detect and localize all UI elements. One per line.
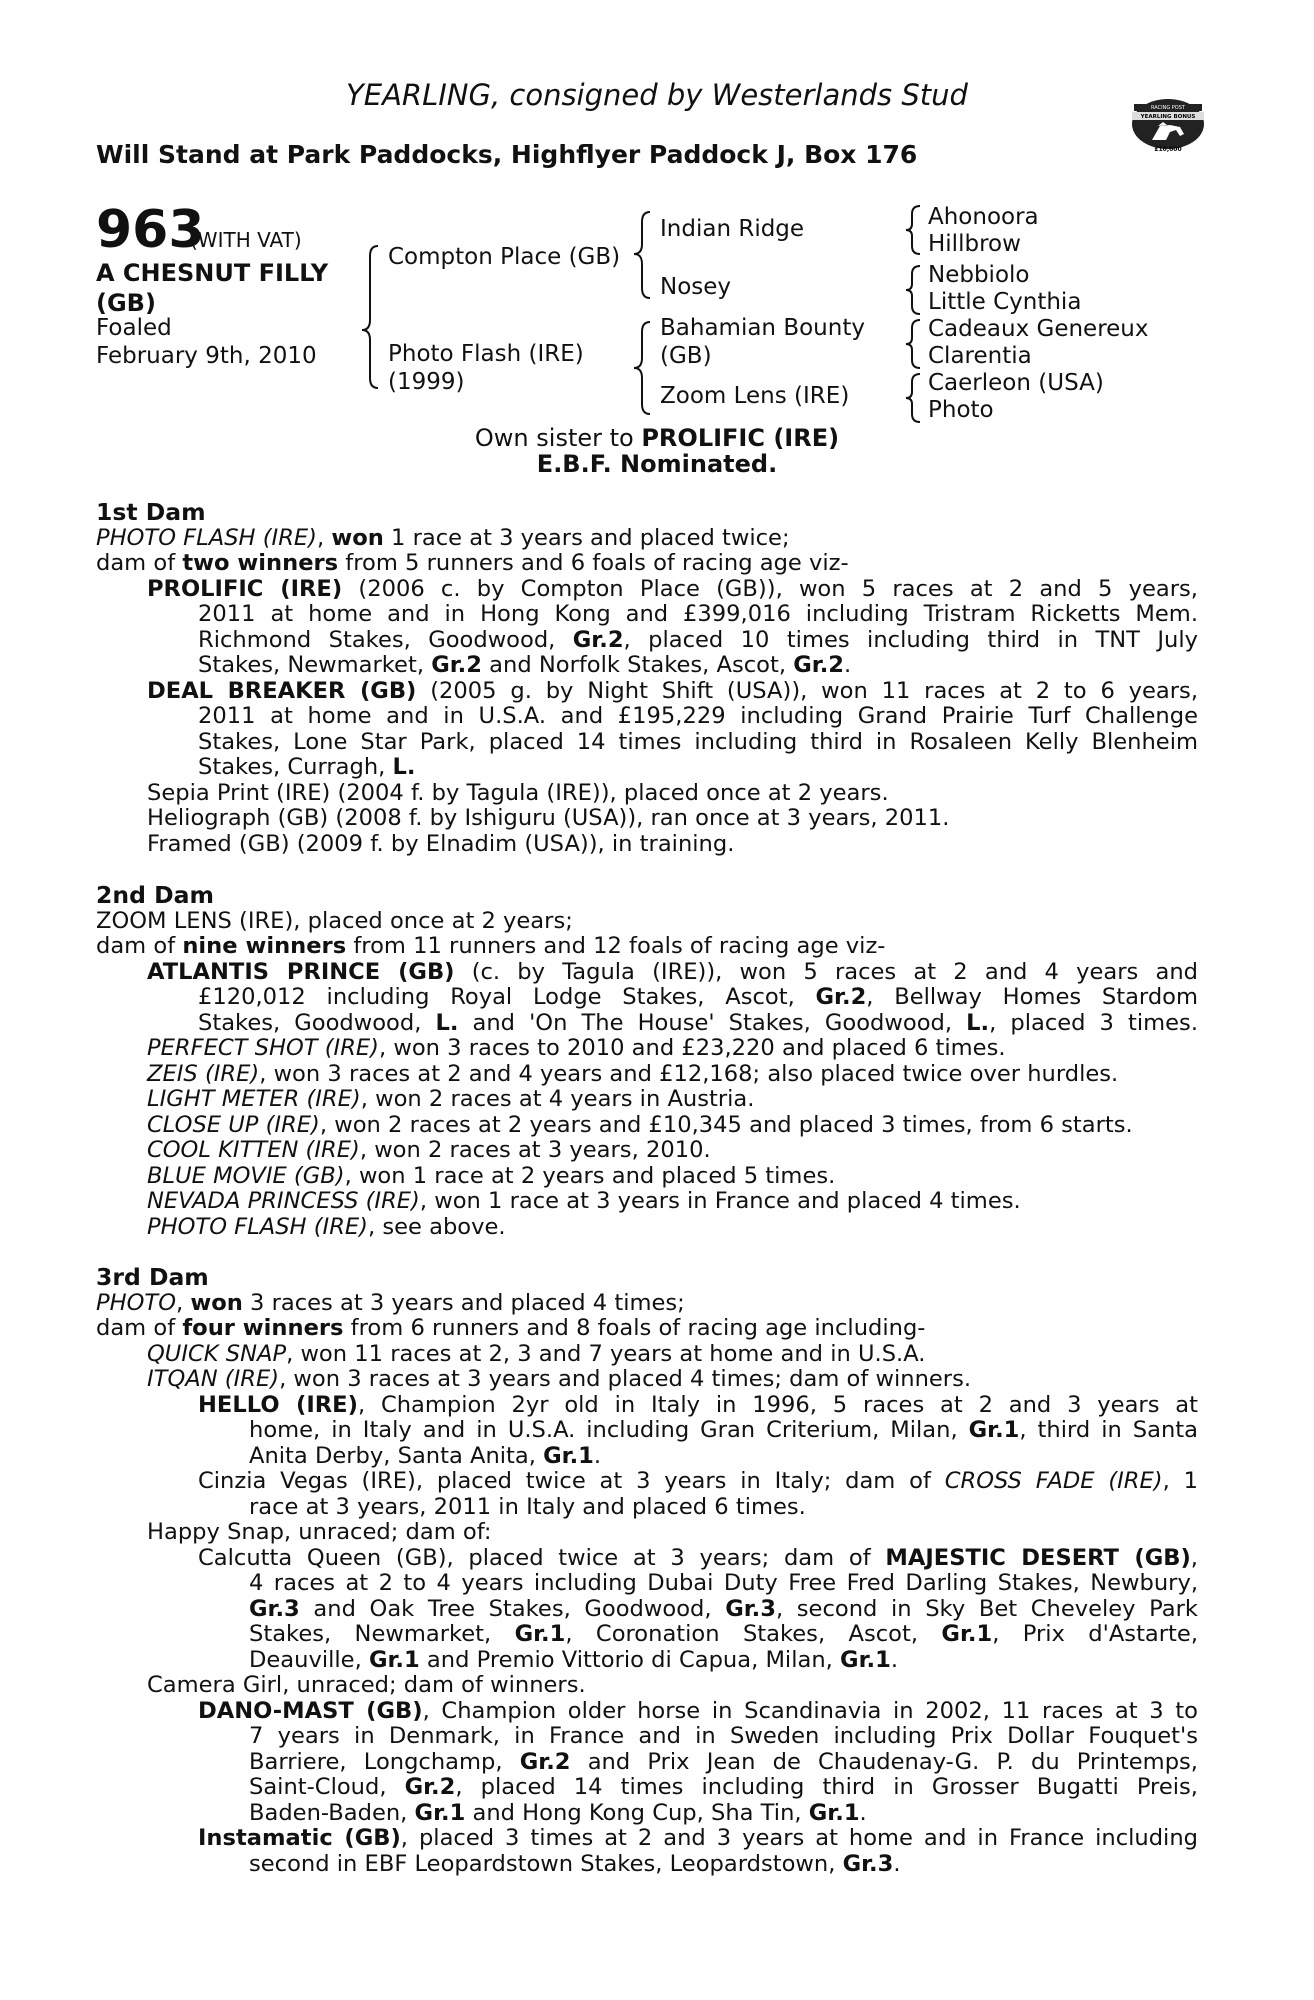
bracket-dam [634,322,650,414]
third-dam-section [96,1265,1198,1877]
winner-entry: Camera Girl, unraced; dam of winners. [147,1672,586,1698]
progeny-entry: Sepia Print (IRE) (2004 f. by Tagula (IRE)), placed once at 2 years. [147,779,889,806]
badge-middle-text: YEARLING BONUS [1140,114,1196,120]
winner-entry: COOL KITTEN (IRE), won 2 races at 3 years, 2010. [147,1137,711,1163]
consignor-heading: YEARLING, consigned by Westerlands Stud [346,78,968,112]
yearling-bonus-badge-icon [1130,96,1206,154]
pedigree-g1: Ahonoora [928,204,1039,230]
progeny-detail: 4 races at 2 to 4 years including Dubai Duty Free Fred Darling Stakes, Newbury, [249,1570,1198,1596]
progeny-detail: Barriere, Longchamp, Gr.2 and Prix Jean de Chaudenay-G. P. du Printemps, [249,1748,1198,1775]
progeny-detail: Stakes, Goodwood, L. and 'On The House' Stakes, Goodwood, L., placed 3 times. [198,1009,1198,1036]
progeny-entry: Cinzia Vegas (IRE), placed twice at 3 years in Italy; dam of CROSS FADE (IRE), 1 [198,1468,1198,1494]
pedigree-sire-dam: Nosey [660,274,732,300]
progeny-detail: Baden-Baden, Gr.1 and Hong Kong Cup, Sha Tin, Gr.1. [249,1799,867,1826]
winner-entry: PHOTO FLASH (IRE), see above. [147,1213,506,1240]
winner-entry: LIGHT METER (IRE), won 2 races at 4 years in Austria. [147,1086,755,1112]
pedigree-dam-dam: Zoom Lens (IRE) [660,383,850,409]
winner-entry: NEVADA PRINCESS (IRE), won 1 race at 3 years in France and placed 4 times. [147,1188,1021,1214]
progeny-detail: 7 years in Denmark, in France and in Sweden including Prix Dollar Fouquet's [249,1723,1198,1749]
progeny-detail: 2011 at home and in Hong Kong and £399,016 including Tristram Ricketts Mem. [198,601,1198,627]
winner-entry: ZEIS (IRE), won 3 races at 2 and 4 years and £12,168; also placed twice over hurdles. [147,1060,1119,1087]
own-sister-name: PROLIFIC (IRE) [641,424,840,452]
pedigree-g2: Hillbrow [928,231,1021,257]
progeny-detail: Stakes, Newmarket, Gr.2 and Norfolk Stakes, Ascot, Gr.2. [198,652,852,678]
section-title: 1st Dam [96,498,206,526]
dam-summary-line: PHOTO FLASH (IRE), won 1 race at 3 years and placed twice; [96,524,790,551]
section-title: 3rd Dam [96,1263,209,1291]
progeny-detail: Gr.3 and Oak Tree Stakes, Goodwood, Gr.3, second in Sky Bet Cheveley Park [249,1595,1198,1622]
progeny-entry: ATLANTIS PRINCE (GB) (c. by Tagula (IRE)), won 5 races at 2 and 4 years and [147,958,1198,985]
progeny-entry: PROLIFIC (IRE) (2006 c. by Compton Place (GB)), won 5 races at 2 and 5 years, [147,575,1198,602]
pedigree-dam-sire-country: (GB) [660,343,712,369]
pedigree-dam-name: Photo Flash (IRE) [388,341,584,367]
own-sister-note: Own sister to PROLIFIC (IRE) [474,424,840,452]
progeny-detail: Stakes, Newmarket, Gr.1, Coronation Stakes, Ascot, Gr.1, Prix d'Astarte, [249,1621,1198,1647]
winner-entry: PERFECT SHOT (IRE), won 3 races to 2010 and £23,220 and placed 6 times. [147,1035,1006,1061]
lot-name-line2: (GB) [96,289,156,317]
lot-name-line1: A CHESNUT FILLY [96,259,329,287]
bracket-g2 [906,266,920,314]
pedigree-g6: Clarentia [928,343,1032,369]
progeny-detail: Stakes, Lone Star Park, placed 14 times including third in Rosaleen Kelly Blenheim [198,728,1198,755]
foaled-info [96,314,317,370]
badge-top-text: RACING POST [1151,105,1185,111]
pedigree-dam-year: (1999) [388,369,465,395]
section-title: 2nd Dam [96,881,214,909]
winner-entry: ITQAN (IRE), won 3 races at 3 years and placed 4 times; dam of winners. [147,1366,972,1392]
pedigree-dam [388,340,584,396]
first-dam-section [96,500,1198,857]
foaled-label: Foaled [96,315,172,341]
progeny-entry: Framed (GB) (2009 f. by Elnadim (USA)), in training. [147,830,735,857]
dam-produce-line: dam of four winners from 6 runners and 8 foals of racing age including- [96,1315,926,1341]
progeny-detail: Deauville, Gr.1 and Premio Vittorio di Capua, Milan, Gr.1. [249,1646,898,1673]
progeny-entry: HELLO (IRE), Champion 2yr old in Italy in 1996, 5 races at 2 and 3 years at [198,1391,1198,1418]
dam-produce-line: dam of two winners from 5 runners and 6 foals of racing age viz- [96,550,849,576]
bracket-g3 [906,320,920,368]
pedigree-sire: Compton Place (GB) [388,244,621,270]
progeny-detail: Richmond Stakes, Goodwood, Gr.2, placed 10 times including third in TNT July [198,626,1198,653]
pedigree-g7: Caerleon (USA) [928,370,1104,396]
winner-entry: QUICK SNAP, won 11 races at 2, 3 and 7 years at home and in U.S.A. [147,1340,926,1367]
winner-entry: CLOSE UP (IRE), won 2 races at 2 years and £10,345 and placed 3 times, from 6 starts. [147,1111,1133,1138]
progeny-detail: £120,012 including Royal Lodge Stakes, Ascot, Gr.2, Bellway Homes Stardom [198,984,1198,1010]
pedigree-g3: Nebbiolo [928,262,1030,288]
pedigree-dam-sire [660,314,865,370]
pedigree-g8: Photo [928,397,994,423]
progeny-entry: DANO-MAST (GB), Champion older horse in Scandinavia in 2002, 11 races at 3 to [198,1697,1198,1724]
progeny-detail: race at 3 years, 2011 in Italy and placed 6 times. [249,1493,806,1520]
progeny-detail: home, in Italy and in U.S.A. including Gran Criterium, Milan, Gr.1, third in Santa [249,1417,1198,1443]
badge-amount-text: £10,000 [1154,146,1182,153]
progeny-entry: DEAL BREAKER (GB) (2005 g. by Night Shift (USA)), won 11 races at 2 to 6 years, [147,677,1198,704]
lot-description [96,258,328,318]
dam-summary-line: ZOOM LENS (IRE), placed once at 2 years; [96,907,573,934]
pedigree-g5: Cadeaux Genereux [928,316,1149,342]
bracket-g1 [906,206,920,254]
stand-location: Will Stand at Park Paddocks, Highflyer Paddock J, Box 176 [96,140,918,169]
second-dam-section [96,883,1198,1240]
ebf-note: E.B.F. Nominated. [536,450,778,478]
dam-produce-line: dam of nine winners from 11 runners and 12 foals of racing age viz- [96,933,886,959]
bracket-main [362,246,378,388]
winner-entry: BLUE MOVIE (GB), won 1 race at 2 years and placed 5 times. [147,1162,836,1189]
progeny-detail: Saint-Cloud, Gr.2, placed 14 times including third in Grosser Bugatti Preis, [249,1774,1198,1800]
progeny-entry: Heliograph (GB) (2008 f. by Ishiguru (USA)), ran once at 3 years, 2011. [147,805,950,831]
progeny-entry: Calcutta Queen (GB), placed twice at 3 years; dam of MAJESTIC DESERT (GB), [198,1544,1198,1571]
pedigree-sire-sire: Indian Ridge [660,216,805,242]
lot-number: 963 [96,200,205,260]
foaled-date: February 9th, 2010 [96,343,317,369]
progeny-detail: 2011 at home and in U.S.A. and £195,229 including Grand Prairie Turf Challenge [198,703,1198,729]
progeny-entry: Instamatic (GB), placed 3 times at 2 and 3 years at home and in France including [198,1825,1198,1851]
winner-entry: Happy Snap, unraced; dam of: [147,1519,492,1545]
dam-summary-line: PHOTO, won 3 races at 3 years and placed 4 times; [96,1289,685,1316]
bracket-g4 [906,374,920,422]
pedigree-g4: Little Cynthia [928,289,1082,315]
pedigree-dam-sire-name: Bahamian Bounty [660,315,865,341]
progeny-detail: Stakes, Curragh, L. [198,754,416,780]
bracket-sire [634,212,650,298]
progeny-detail: Anita Derby, Santa Anita, Gr.1. [249,1442,602,1469]
progeny-detail: second in EBF Leopardstown Stakes, Leopardstown, Gr.3. [249,1850,901,1877]
vat-label: (WITH VAT) [190,228,302,252]
